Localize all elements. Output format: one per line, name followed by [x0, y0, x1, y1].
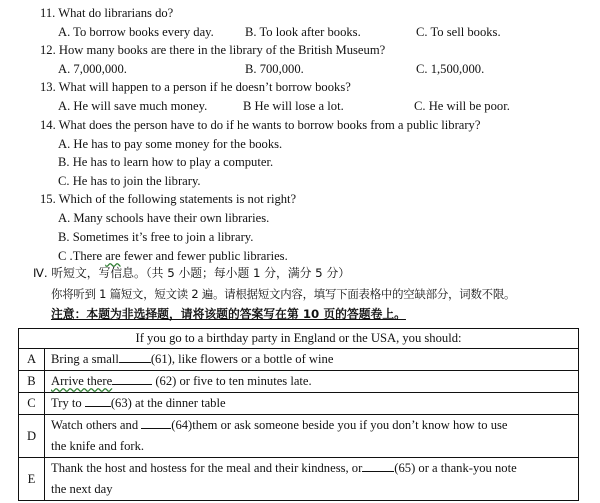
row-text-after: the knife and fork. — [51, 439, 145, 453]
row-text — [45, 371, 579, 393]
question-14-option-b: B. He has to learn how to play a computer. — [58, 155, 274, 169]
question-13-stem: 13. What will happen to a person if he doesn’t borrow books? — [40, 80, 351, 94]
answer-blank-65[interactable] — [362, 460, 394, 472]
info-table — [18, 328, 579, 501]
row-letter: E — [19, 458, 45, 501]
row-letter: D — [19, 415, 45, 458]
table-row — [19, 415, 579, 458]
row-text — [45, 349, 579, 371]
row-text — [45, 415, 579, 458]
answer-blank-62[interactable] — [112, 373, 152, 385]
row-text — [45, 458, 579, 501]
row-text-after: the next day — [51, 482, 113, 496]
table-row — [19, 393, 579, 415]
question-13-option-c: C. He will be poor. — [414, 99, 510, 113]
table-row — [19, 349, 579, 371]
row-text-blank-label: (63) at the dinner table — [110, 396, 226, 410]
section-iv-heading: Ⅳ. 听短文，写信息。（共 5 小题；每小题 1 分，满分 5 分） — [33, 266, 351, 280]
row-letter: C — [19, 393, 45, 415]
row-text-before: Thank the host and hostess for the meal and their kindness, or — [51, 461, 363, 475]
question-12-stem: 12. How many books are there in the library of the British Museum? — [40, 43, 386, 57]
table-header: If you go to a birthday party in England or the USA, you should: — [19, 329, 579, 349]
question-11-option-c: C. To sell books. — [416, 25, 501, 39]
table-row — [19, 458, 579, 501]
question-15-option-c: C .There are fewer and fewer public libraries. — [58, 249, 288, 263]
question-15-option-a: A. Many schools have their own libraries. — [58, 211, 270, 225]
row-text-before: Try to — [51, 396, 85, 410]
row-text-blank-label: (62) or five to ten minutes late. — [152, 374, 312, 388]
answer-blank-61[interactable] — [119, 351, 151, 363]
question-11-option-b: B. To look after books. — [245, 25, 361, 39]
question-13-option-b: B He will lose a lot. — [243, 99, 344, 113]
question-15-stem: 15. Which of the following statements is not right? — [40, 192, 297, 206]
question-12-option-b: B. 700,000. — [245, 62, 304, 76]
table-header-row — [19, 329, 579, 349]
row-letter: B — [19, 371, 45, 393]
row-text-blank-label: (61), like flowers or a bottle of wine — [150, 352, 334, 366]
question-14-stem: 14. What does the person have to do if he wants to borrow books from a public library? — [40, 118, 481, 132]
row-text-before: Watch others and — [51, 418, 142, 432]
question-11-stem: 11. What do librarians do? — [40, 6, 174, 20]
section-iv-instruction: 你将听到 1 篇短文，短文读 2 遍。请根据短文内容，填写下面表格中的空缺部分，词数不限。 — [51, 287, 516, 301]
row-text-before: Arrive there — [51, 374, 113, 388]
question-14-option-a: A. He has to pay some money for the books. — [58, 137, 283, 151]
row-text — [45, 393, 579, 415]
question-15-option-b: B. Sometimes it’s free to join a library. — [58, 230, 254, 244]
answer-blank-64[interactable] — [141, 417, 171, 429]
question-11-option-a: A. To borrow books every day. — [58, 25, 214, 39]
question-14-option-c: C. He has to join the library. — [58, 174, 201, 188]
section-iv-note: 注意：本题为非选择题，请将该题的答案写在第 10 页的答题卷上。 — [51, 307, 406, 321]
table-row — [19, 371, 579, 393]
question-12-option-c: C. 1,500,000. — [416, 62, 485, 76]
question-12-option-a: A. 7,000,000. — [58, 62, 127, 76]
question-13-option-a: A. He will save much money. — [58, 99, 208, 113]
spellcheck-mark: are — [105, 249, 121, 263]
row-letter: A — [19, 349, 45, 371]
row-text-blank-label: (64)them or ask someone beside you if you don’t know how to use — [171, 418, 508, 432]
row-text-before: Bring a small — [51, 352, 119, 366]
answer-blank-63[interactable] — [85, 395, 111, 407]
row-text-blank-label: (65) or a thank-you note — [394, 461, 517, 475]
